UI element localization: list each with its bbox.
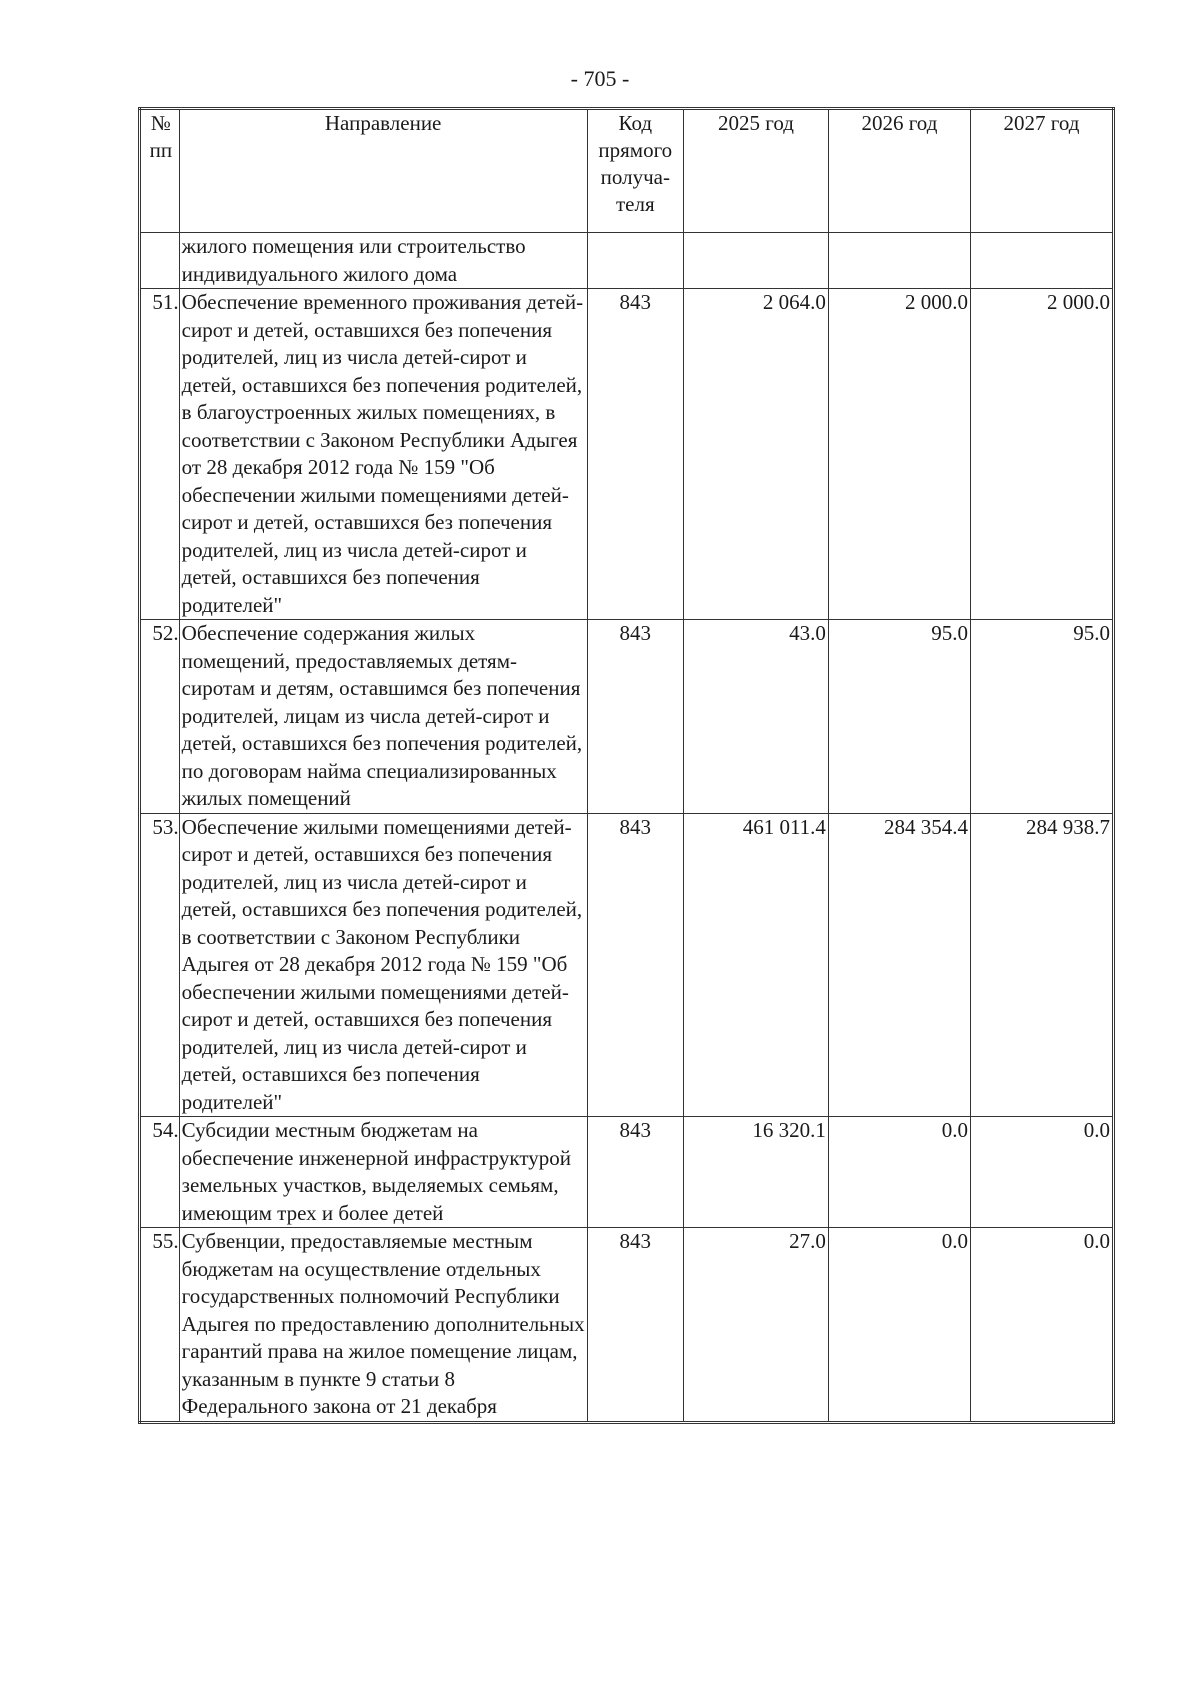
row-num: 52. [140,620,180,814]
row-num: 55. [140,1228,180,1423]
row-code [587,233,683,289]
budget-table [138,107,1115,1424]
row-2027 [970,233,1113,289]
table-row [140,1228,1114,1423]
row-2027: 0.0 [970,1228,1113,1423]
row-code: 843 [587,1117,683,1228]
row-2025: 2 064.0 [684,289,829,620]
row-direction: Субсидии местным бюджетам на обеспечение инженерной инфраструктурой земельных участков, выделяемых семьям, имеющим трех и более детей [179,1117,587,1228]
row-num [140,233,180,289]
table-row [140,1117,1114,1228]
row-2025: 16 320.1 [684,1117,829,1228]
table-row [140,620,1114,814]
header-2027: 2027 год [970,109,1113,233]
row-2026: 2 000.0 [828,289,970,620]
page-number: - 705 - [570,66,630,91]
row-code: 843 [587,620,683,814]
row-code: 843 [587,1228,683,1423]
row-2027: 0.0 [970,1117,1113,1228]
table-row [140,233,1114,289]
header-num: № пп [140,109,180,233]
row-2025 [684,233,829,289]
row-num: 53. [140,813,180,1117]
row-2025: 27.0 [684,1228,829,1423]
header-2026: 2026 год [828,109,970,233]
row-2025: 43.0 [684,620,829,814]
row-code: 843 [587,813,683,1117]
row-direction: Обеспечение временного проживания детей-сирот и детей, оставшихся без попечения родителей, лиц из числа детей-сирот и детей, оставшихся без попечения родителей, в благоустроенных жилых помещениях, в соответствии с Законом Республики Адыгея от 28 декабря 2012 года № 159 "Об обеспечении жилыми помещениями детей-сирот и детей, оставшихся без попечения родителей, лиц из числа детей-сирот и детей, оставшихся без попечения родителей" [179,289,587,620]
row-2026 [828,233,970,289]
row-direction: жилого помещения или строительство индивидуального жилого дома [179,233,587,289]
row-2026: 95.0 [828,620,970,814]
table-row [140,289,1114,620]
row-2027: 95.0 [970,620,1113,814]
row-num: 51. [140,289,180,620]
row-2027: 284 938.7 [970,813,1113,1117]
row-2026: 0.0 [828,1117,970,1228]
row-2025: 461 011.4 [684,813,829,1117]
row-num: 54. [140,1117,180,1228]
row-2026: 0.0 [828,1228,970,1423]
header-code: Код прямого получа-теля [587,109,683,233]
row-2027: 2 000.0 [970,289,1113,620]
table-row [140,813,1114,1117]
row-direction: Субвенции, предоставляемые местным бюджетам на осуществление отдельных государственных полномочий Республики Адыгея по предоставлению дополнительных гарантий права на жилое помещение лицам, указанным в пункте 9 статьи 8 Федерального закона от 21 декабря [179,1228,587,1423]
header-2025: 2025 год [684,109,829,233]
table-header-row [140,109,1114,233]
row-direction: Обеспечение содержания жилых помещений, предоставляемых детям-сиротам и детям, оставшимся без попечения родителей, лицам из числа детей-сирот и детей, оставшихся без попечения родителей, по договорам найма специализированных жилых помещений [179,620,587,814]
header-direction: Направление [179,109,587,233]
row-direction: Обеспечение жилыми помещениями детей-сирот и детей, оставшихся без попечения родителей, лиц из числа детей-сирот и детей, оставшихся без попечения родителей, в соответствии с Законом Республики Адыгея от 28 декабря 2012 года № 159 "Об обеспечении жилыми помещениями детей-сирот и детей, оставшихся без попечения родителей, лиц из числа детей-сирот и детей, оставшихся без попечения родителей" [179,813,587,1117]
row-2026: 284 354.4 [828,813,970,1117]
row-code: 843 [587,289,683,620]
